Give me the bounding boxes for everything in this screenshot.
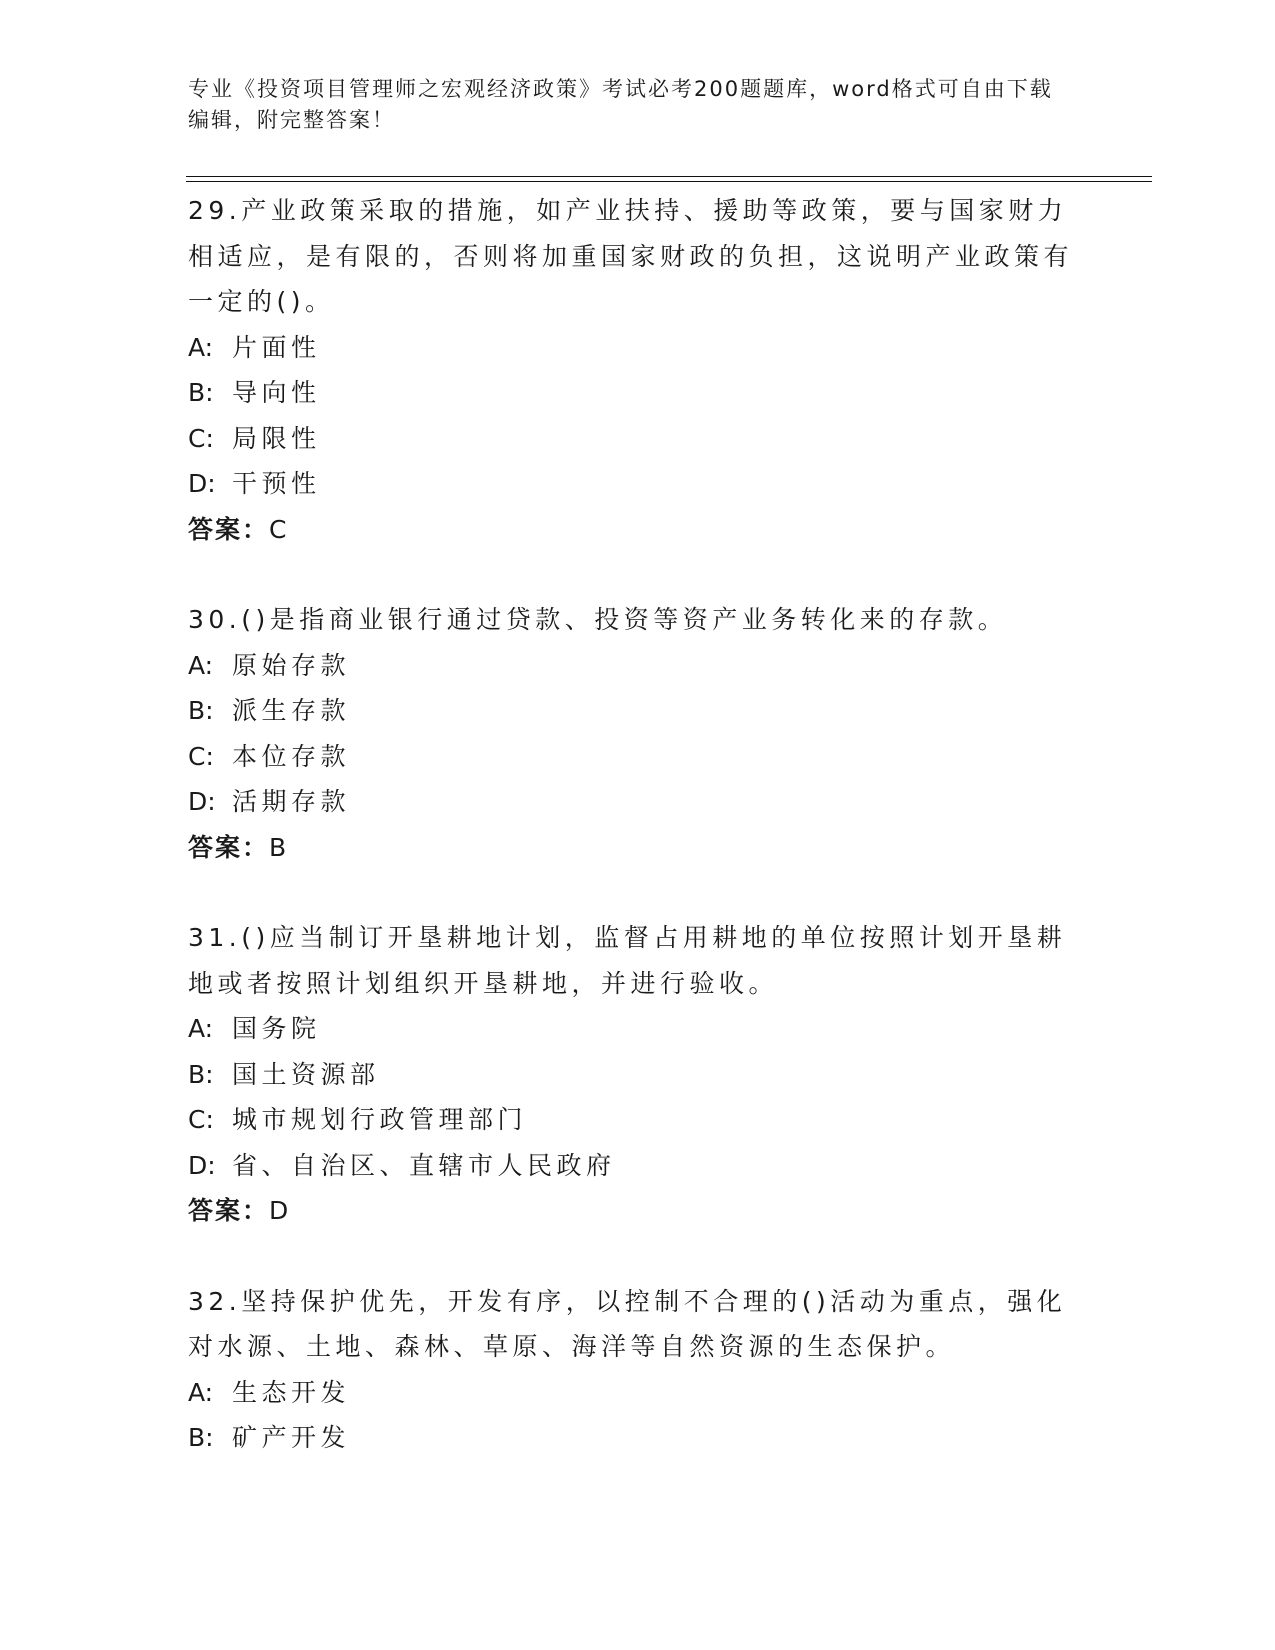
option-letter: A: <box>188 1377 214 1407</box>
option-letter: A: <box>188 1014 214 1043</box>
option-b <box>188 1415 1088 1461</box>
option-b <box>188 1052 1088 1098</box>
option-text: 城市规划行政管理部门 <box>232 1105 528 1134</box>
option-c <box>188 734 1088 780</box>
option-a <box>188 1006 1088 1052</box>
option-a <box>188 325 1088 371</box>
question-stem: 32.坚持保护优先，开发有序，以控制不合理的()活动为重点，强化对水源、土地、森林、草原、海洋等自然资源的生态保护。 <box>188 1286 1067 1361</box>
answer-label: 答案： <box>188 1196 270 1225</box>
option-text: 省、自治区、直辖市人民政府 <box>232 1150 616 1180</box>
option-letter: B: <box>188 696 214 725</box>
option-b <box>188 370 1088 416</box>
answer-line <box>188 825 1088 871</box>
answer-value: C <box>269 514 288 544</box>
question-30 <box>188 597 1088 870</box>
answer-value: B <box>269 832 288 862</box>
answer-label: 答案： <box>188 514 270 544</box>
option-text: 国土资源部 <box>232 1059 380 1089</box>
answer-label: 答案： <box>188 832 270 862</box>
option-text: 片面性 <box>232 332 321 362</box>
option-text: 导向性 <box>232 378 321 407</box>
option-text: 派生存款 <box>232 696 351 725</box>
question-stem: 30.()是指商业银行通过贷款、投资等资产业务转化来的存款。 <box>188 605 1008 634</box>
header-divider-bottom <box>186 181 1152 182</box>
question-31 <box>188 915 1088 1234</box>
option-text: 干预性 <box>232 469 321 498</box>
option-text: 矿产开发 <box>232 1423 351 1452</box>
question-29 <box>188 188 1088 552</box>
question-stem: 31.()应当制订开垦耕地计划，监督占用耕地的单位按照计划开垦耕地或者按照计划组织开垦耕地，并进行验收。 <box>188 923 1067 998</box>
option-letter: D: <box>188 787 216 816</box>
option-text: 原始存款 <box>232 650 351 680</box>
option-a <box>188 643 1088 689</box>
option-letter: A: <box>188 332 214 362</box>
option-letter: C: <box>188 1105 214 1134</box>
option-text: 生态开发 <box>232 1377 351 1407</box>
header-divider-top <box>186 176 1152 177</box>
option-d <box>188 1143 1088 1189</box>
option-letter: B: <box>188 378 214 407</box>
option-letter: C: <box>188 741 214 771</box>
option-a <box>188 1370 1088 1416</box>
option-c <box>188 1097 1088 1143</box>
option-letter: D: <box>188 469 216 498</box>
question-list <box>188 188 1088 1461</box>
option-letter: A: <box>188 650 214 680</box>
option-letter: B: <box>188 1423 214 1452</box>
option-text: 国务院 <box>232 1014 321 1043</box>
option-letter: B: <box>188 1059 214 1089</box>
question-32 <box>188 1279 1088 1461</box>
option-text: 活期存款 <box>232 787 351 816</box>
option-text: 本位存款 <box>232 741 351 771</box>
option-letter: C: <box>188 423 214 453</box>
option-b <box>188 688 1088 734</box>
answer-line <box>188 1188 1088 1234</box>
header-title: 专业《投资项目管理师之宏观经济政策》考试必考200题题库，word格式可自由下载编辑，附完整答案！ <box>188 77 1053 132</box>
document-header <box>188 74 1068 136</box>
option-letter: D: <box>188 1150 216 1180</box>
option-text: 局限性 <box>232 423 321 453</box>
answer-line <box>188 507 1088 553</box>
option-d <box>188 779 1088 825</box>
answer-value: D <box>269 1196 290 1225</box>
option-d <box>188 461 1088 507</box>
option-c <box>188 416 1088 462</box>
question-stem: 29.产业政策采取的措施，如产业扶持、援助等政策，要与国家财力相适应，是有限的，否则将加重国家财政的负担，这说明产业政策有一定的()。 <box>188 196 1074 316</box>
